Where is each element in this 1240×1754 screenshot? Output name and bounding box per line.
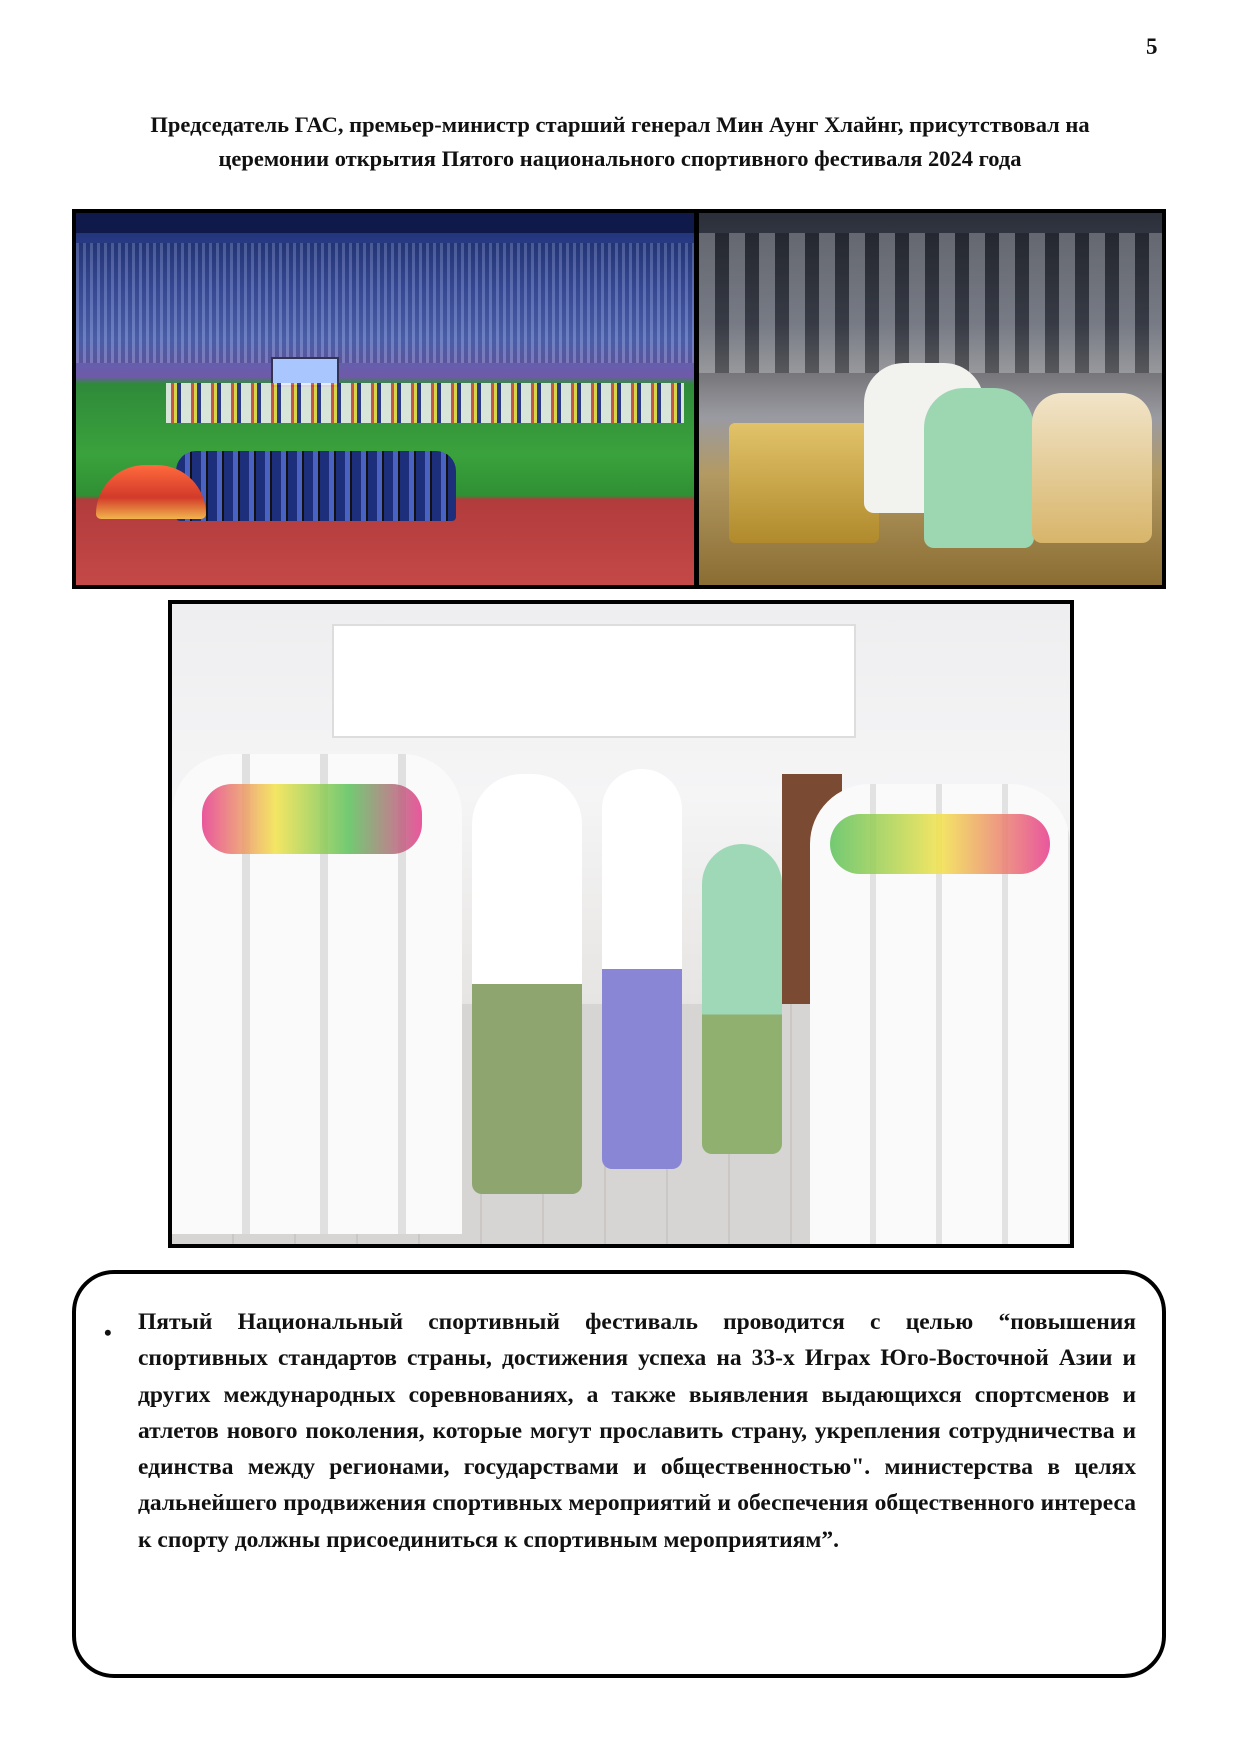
vip-stand-photo xyxy=(699,213,1162,585)
bullet-icon: • xyxy=(104,1320,112,1345)
ceiling-light xyxy=(332,624,856,738)
stadium-stands xyxy=(76,243,694,363)
title-line-1: Председатель ГАС, премьер-министр старший генерал Мин Аунг Хлайнг, присутствовал на xyxy=(150,112,1090,137)
page-title xyxy=(60,108,1180,176)
title-line-2: церемонии открытия Пятого национального спортивного фестиваля 2024 года xyxy=(218,146,1022,171)
page-number: 5 xyxy=(1146,34,1158,59)
bullet-text-box xyxy=(72,1270,1166,1678)
stadium-photo xyxy=(76,213,694,585)
official-greeting xyxy=(472,774,582,1194)
top-photo-frame xyxy=(72,209,1166,589)
athletes-parade xyxy=(166,383,684,423)
vip-crowd xyxy=(699,233,1162,373)
gilded-table xyxy=(729,423,879,543)
bullet-paragraph: Пятый Национальный спортивный фестиваль проводится с целью “повышения спортивных стандартов страны, достижения успеха на 33-х Играх Юго-Восточной Азии и других международных соревнованиях, а также выявления выдающихся спортсменов и атлетов нового поколения, которые могут прославить страну, укрепления сотрудничества и единства между регионами, государствами и общественностью". министерства в целях дальнейшего продвижения спортивных мероприятий и обеспечения общественного интереса к спорту должны присоединиться к спортивным мероприятиям”. xyxy=(138,1309,1136,1553)
gilded-chair xyxy=(1032,393,1152,543)
official-purple-longyi xyxy=(602,769,682,1169)
athletes-row-left xyxy=(172,754,462,1234)
lady-in-green xyxy=(924,388,1034,548)
lady-green-dress xyxy=(702,844,782,1154)
athletes-group xyxy=(176,451,456,521)
stadium-roof xyxy=(76,213,694,233)
greeting-photo xyxy=(168,600,1074,1248)
athletes-row-right xyxy=(810,784,1070,1244)
